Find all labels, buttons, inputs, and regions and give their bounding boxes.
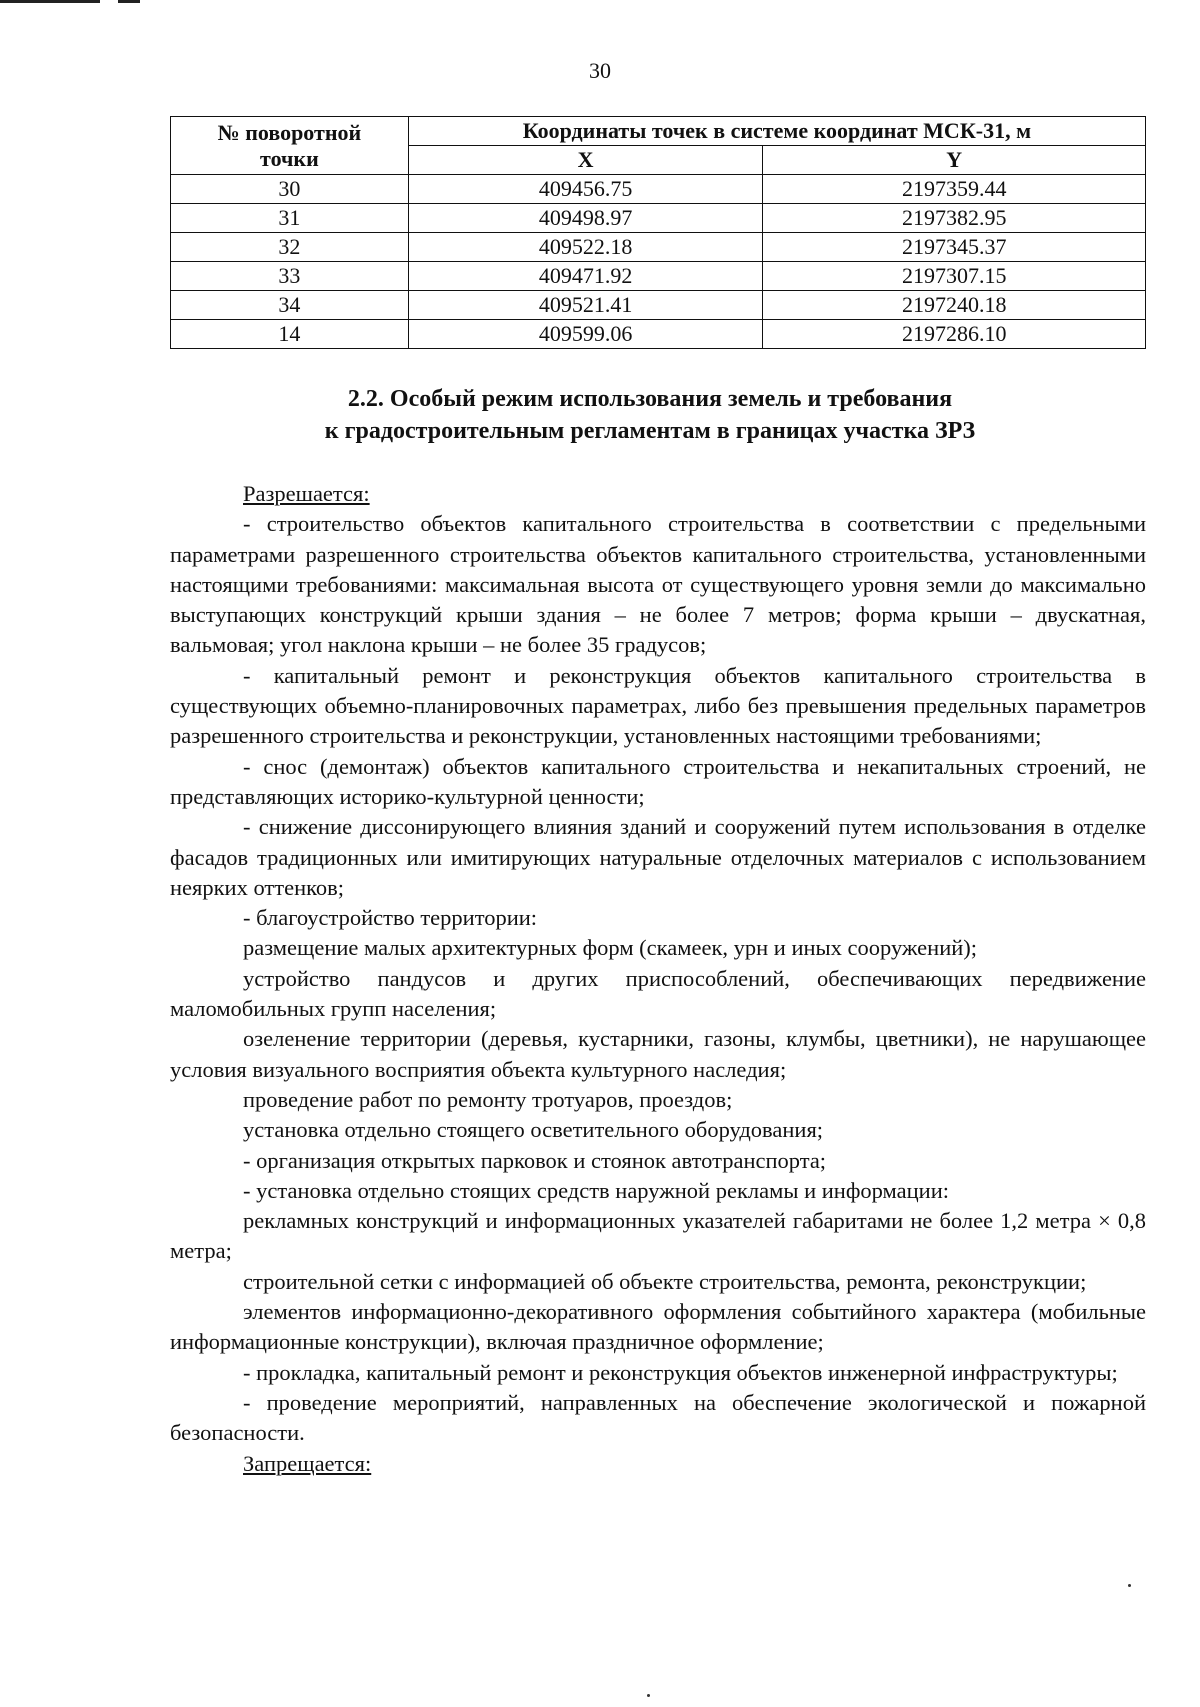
allowed-heading: Разрешается: [243, 481, 370, 506]
table-row [171, 320, 1146, 349]
y-cell: 2197307.15 [763, 262, 1146, 291]
paragraph: озеленение территории (деревья, кустарники, газоны, клумбы, цветники), не нарушающее условия визуального восприятия объекта культурного наследия; [170, 1026, 1146, 1082]
section-title-line1: 2.2. Особый режим использования земель и требования [347, 386, 953, 412]
x-cell: 409599.06 [408, 320, 763, 349]
x-cell: 409521.41 [408, 291, 763, 320]
point-number-header [171, 117, 409, 175]
scan-edge-mark [0, 0, 100, 3]
x-cell: 409471.92 [408, 262, 763, 291]
paragraph: - строительство объектов капитального строительства в соответствии с предельными параметрами разрешенного строительства объектов капитального строительства, установленными настоящими требованиями: максимальная высота от существующего уровня земли до максимально выступающих конструкций крыши здания – не более 7 метров; форма крыши – двускатная, вальмовая; угол наклона крыши – не более 35 градусов; [170, 511, 1146, 658]
point-cell: 34 [171, 291, 409, 320]
scan-speck [647, 1694, 650, 1697]
scan-speck [1128, 1584, 1131, 1587]
y-cell: 2197382.95 [763, 204, 1146, 233]
y-cell: 2197286.10 [763, 320, 1146, 349]
paragraph: строительной сетки с информацией об объекте строительства, ремонта, реконструкции; [243, 1268, 1087, 1294]
y-cell: 2197240.18 [763, 291, 1146, 320]
x-column-header: X [408, 146, 763, 175]
point-cell: 31 [171, 204, 409, 233]
x-cell: 409498.97 [408, 204, 763, 233]
table-row [171, 204, 1146, 233]
coordinates-table [170, 116, 1146, 349]
table-row [171, 175, 1146, 204]
y-cell: 2197345.37 [763, 233, 1146, 262]
point-cell: 33 [171, 262, 409, 291]
x-cell: 409522.18 [408, 233, 763, 262]
point-cell: 32 [171, 233, 409, 262]
section-title [150, 383, 1150, 447]
coords-system-header: Координаты точек в системе координат МСК-31, м [408, 117, 1145, 146]
paragraph: - снижение диссонирующего влияния зданий и сооружений путем использования в отделке фасадов традиционных или имитирующих натуральные отделочных материалов с использованием неярких оттенков; [170, 814, 1146, 900]
paragraph: - организация открытых парковок и стоянок автотранспорта; [243, 1147, 827, 1173]
paragraph: - капитальный ремонт и реконструкция объектов капитального строительства в существующих объемно-планировочных параметрах, либо без превышения предельных параметров разрешенного строительства и реконструкции, установленных настоящими требованиями; [170, 662, 1146, 749]
paragraph: - прокладка, капитальный ремонт и реконструкция объектов инженерной инфраструктуры; [243, 1359, 1118, 1385]
section-title-line2: к градостроительным регламентам в границах участка ЗРЗ [324, 418, 976, 444]
y-column-header: Y [763, 146, 1146, 175]
table-row [171, 262, 1146, 291]
paragraph: - установка отдельно стоящих средств наружной рекламы и информации: [243, 1177, 950, 1203]
table-row [171, 233, 1146, 262]
point-header-line2: точки [260, 145, 319, 171]
paragraph: рекламных конструкций и информационных указателей габаритами не более 1,2 метра × 0,8 метра; [170, 1208, 1146, 1264]
paragraph: - проведение мероприятий, направленных на обеспечение экологической и пожарной безопасности. [170, 1389, 1146, 1446]
table-row [171, 291, 1146, 320]
paragraph: - благоустройство территории: [243, 905, 538, 931]
paragraph: элементов информационно-декоративного оформления событийного характера (мобильные информационные конструкции), включая праздничное оформление; [170, 1299, 1146, 1355]
x-cell: 409456.75 [408, 175, 763, 204]
paragraph: размещение малых архитектурных форм (скамеек, урн и иных сооружений); [243, 935, 978, 961]
page-number: 30 [589, 58, 611, 83]
paragraph: установка отдельно стоящего осветительного оборудования; [243, 1117, 824, 1143]
paragraph: проведение работ по ремонту тротуаров, проездов; [243, 1086, 733, 1112]
scan-edge-mark [118, 0, 140, 3]
body-text [170, 479, 1146, 1479]
y-cell: 2197359.44 [763, 175, 1146, 204]
point-cell: 30 [171, 175, 409, 204]
paragraph: устройство пандусов и других приспособлений, обеспечивающих передвижение маломобильных групп населения; [170, 965, 1146, 1022]
forbidden-heading: Запрещается: [243, 1450, 372, 1476]
point-cell: 14 [171, 320, 409, 349]
paragraph: - снос (демонтаж) объектов капитального строительства и некапитальных строений, не представляющих историко-культурной ценности; [170, 753, 1146, 809]
point-header-line1: № поворотной [217, 119, 362, 145]
